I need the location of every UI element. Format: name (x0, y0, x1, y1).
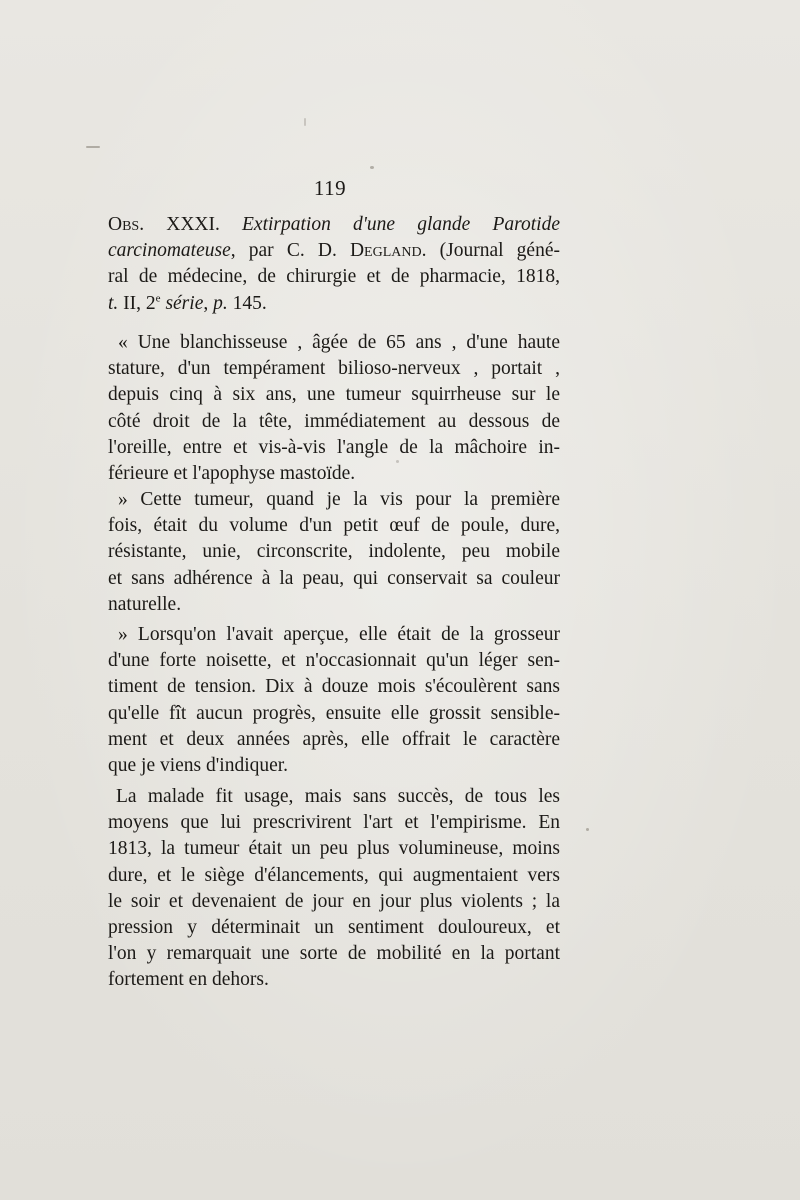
text-line: férieure et l'apophyse mastoïde. (108, 462, 356, 484)
text-line: d'une forte noisette, et n'occasionnait qu'un léger sen- (108, 650, 560, 672)
paragraph-1 (108, 330, 560, 487)
text-line: depuis cinq à six ans, une tumeur squirrheuse sur le (108, 384, 560, 406)
heading-line: Obs. XXXI. Extirpation d'une glande Parotide (108, 214, 560, 235)
heading-line: t. II, 2e série, p. 145. (108, 292, 267, 314)
text-line: fortement en dehors. (108, 969, 269, 991)
paragraph-4 (108, 784, 560, 994)
heading-line: carcinomateuse, par C. D. Degland. (Journal géné- (108, 240, 560, 262)
ink-speck (86, 146, 100, 148)
text-line: timent de tension. Dix à douze mois s'écoulèrent sans (108, 676, 560, 698)
ink-speck (586, 828, 589, 831)
text-line: que je viens d'indiquer. (108, 754, 289, 776)
text-line: « Une blanchisseuse , âgée de 65 ans , d'une haute (118, 332, 560, 353)
text-line: le soir et devenaient de jour en jour plus violents ; la (108, 890, 560, 912)
heading-line: ral de médecine, de chirurgie et de pharmacie, 1818, (108, 266, 560, 288)
text-line: dure, et le siège d'élancements, qui augmentaient vers (108, 864, 560, 886)
text-line: qu'elle fît aucun progrès, ensuite elle grossit sensible- (108, 702, 560, 724)
text-line: 1813, la tumeur était un peu plus volumineuse, moins (108, 838, 560, 860)
ink-speck (304, 118, 306, 126)
text-line: côté droit de la tête, immédiatement au dessous de (108, 410, 560, 432)
page-number: 119 (313, 176, 347, 200)
text-line: stature, d'un tempérament bilioso-nerveux , portait , (108, 358, 560, 380)
paragraph-2 (108, 487, 560, 618)
text-line: ment et deux années après, elle offrait le caractère (108, 728, 560, 750)
observation-heading (108, 212, 560, 317)
text-line: l'oreille, entre et vis-à-vis l'angle de la mâchoire in- (108, 436, 560, 458)
text-line: l'on y remarquait une sorte de mobilité en la portant (108, 943, 560, 965)
text-line: moyens que lui prescrivirent l'art et l'empirisme. En (108, 812, 560, 834)
paragraph-3 (108, 622, 560, 779)
text-line: fois, était du volume d'un petit œuf de poule, dure, (108, 515, 560, 537)
text-line: pression y déterminait un sentiment douloureux, et (108, 916, 560, 938)
text-line: » Cette tumeur, quand je la vis pour la première (118, 489, 560, 510)
text-line: et sans adhérence à la peau, qui conservait sa couleur (108, 567, 560, 589)
text-line: naturelle. (108, 593, 182, 615)
text-line: » Lorsqu'on l'avait aperçue, elle était de la grosseur (118, 624, 560, 645)
text-line: résistante, unie, circonscrite, indolente, peu mobile (108, 541, 560, 563)
ink-speck (370, 166, 374, 169)
text-line: La malade fit usage, mais sans succès, de tous les (116, 786, 560, 807)
